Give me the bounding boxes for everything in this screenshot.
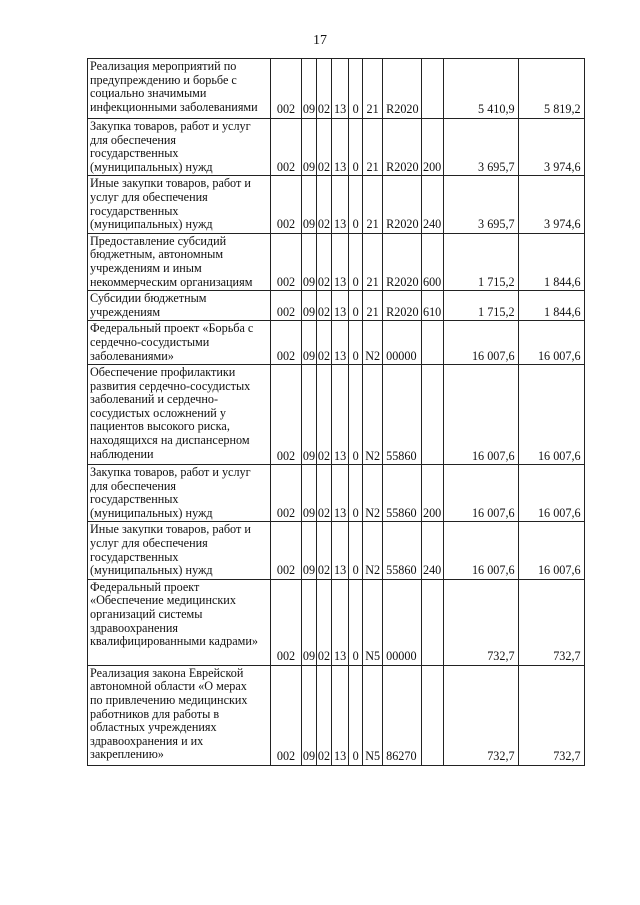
ministry-code-cell: 002	[271, 233, 302, 290]
table-row	[88, 365, 585, 465]
program-code-cell: 13	[332, 365, 349, 465]
project-code-cell: N5	[363, 579, 383, 665]
expense-name-cell: Обеспечение профилактики развития сердечно-сосудистых заболеваний и сердечно- сосудистых осложнений у пациентов высокого риска, находящихся на диспансерном наблюдении	[88, 365, 271, 465]
section-code-cell: 09	[302, 119, 317, 176]
expense-name-cell: Федеральный проект «Борьба с сердечно-сосудистыми заболеваниями»	[88, 321, 271, 365]
expense-name-cell: Федеральный проект «Обеспечение медицинских организаций системы здравоохранения квалифицированными кадрами»	[88, 579, 271, 665]
program-code-cell: 13	[332, 579, 349, 665]
ministry-code-cell: 002	[271, 321, 302, 365]
item-code-cell: R2020	[383, 233, 422, 290]
expense-type-cell: 240	[421, 522, 443, 579]
item-code-cell: 55860	[383, 465, 422, 522]
section-code-cell: 09	[302, 233, 317, 290]
subsection-code-cell: 02	[317, 321, 332, 365]
amount-year2-cell: 732,7	[518, 665, 584, 765]
expense-type-cell: 610	[421, 291, 443, 321]
ministry-code-cell: 002	[271, 119, 302, 176]
ministry-code-cell: 002	[271, 522, 302, 579]
expense-type-cell: 600	[421, 233, 443, 290]
expense-name-cell: Предоставление субсидий бюджетным, автономным учреждениям и иным некоммерческим организациям	[88, 233, 271, 290]
amount-year2-cell: 3 974,6	[518, 119, 584, 176]
project-code-cell: N5	[363, 665, 383, 765]
subprogram-code-cell: 0	[349, 233, 363, 290]
amount-year1-cell: 16 007,6	[443, 365, 518, 465]
item-code-cell: 00000	[383, 321, 422, 365]
project-code-cell: N2	[363, 522, 383, 579]
amount-year2-cell: 16 007,6	[518, 365, 584, 465]
program-code-cell: 13	[332, 119, 349, 176]
subsection-code-cell: 02	[317, 579, 332, 665]
project-code-cell: 21	[363, 59, 383, 119]
amount-year2-cell: 1 844,6	[518, 291, 584, 321]
program-code-cell: 13	[332, 59, 349, 119]
subsection-code-cell: 02	[317, 365, 332, 465]
subprogram-code-cell: 0	[349, 321, 363, 365]
ministry-code-cell: 002	[271, 365, 302, 465]
subsection-code-cell: 02	[317, 233, 332, 290]
subprogram-code-cell: 0	[349, 119, 363, 176]
amount-year1-cell: 3 695,7	[443, 176, 518, 233]
page-number: 17	[313, 33, 327, 48]
table-row	[88, 59, 585, 119]
table-row	[88, 579, 585, 665]
table-row	[88, 321, 585, 365]
amount-year2-cell: 16 007,6	[518, 321, 584, 365]
section-code-cell: 09	[302, 365, 317, 465]
program-code-cell: 13	[332, 465, 349, 522]
ministry-code-cell: 002	[271, 665, 302, 765]
amount-year2-cell: 5 819,2	[518, 59, 584, 119]
table-row	[88, 291, 585, 321]
program-code-cell: 13	[332, 522, 349, 579]
subprogram-code-cell: 0	[349, 522, 363, 579]
expense-type-cell	[421, 365, 443, 465]
expense-type-cell: 200	[421, 465, 443, 522]
item-code-cell: 00000	[383, 579, 422, 665]
program-code-cell: 13	[332, 291, 349, 321]
amount-year1-cell: 3 695,7	[443, 119, 518, 176]
subsection-code-cell: 02	[317, 665, 332, 765]
amount-year1-cell: 732,7	[443, 665, 518, 765]
expense-type-cell: 200	[421, 119, 443, 176]
table-row	[88, 119, 585, 176]
project-code-cell: N2	[363, 321, 383, 365]
expense-type-cell	[421, 579, 443, 665]
amount-year2-cell: 732,7	[518, 579, 584, 665]
program-code-cell: 13	[332, 665, 349, 765]
amount-year2-cell: 3 974,6	[518, 176, 584, 233]
item-code-cell: 55860	[383, 365, 422, 465]
item-code-cell: R2020	[383, 119, 422, 176]
table-row	[88, 522, 585, 579]
table-row	[88, 176, 585, 233]
item-code-cell: R2020	[383, 176, 422, 233]
amount-year2-cell: 16 007,6	[518, 465, 584, 522]
subsection-code-cell: 02	[317, 119, 332, 176]
table-row	[88, 233, 585, 290]
subsection-code-cell: 02	[317, 522, 332, 579]
subprogram-code-cell: 0	[349, 59, 363, 119]
section-code-cell: 09	[302, 321, 317, 365]
item-code-cell: R2020	[383, 291, 422, 321]
subprogram-code-cell: 0	[349, 365, 363, 465]
subprogram-code-cell: 0	[349, 665, 363, 765]
table-row	[88, 665, 585, 765]
ministry-code-cell: 002	[271, 176, 302, 233]
subprogram-code-cell: 0	[349, 291, 363, 321]
subsection-code-cell: 02	[317, 291, 332, 321]
item-code-cell: 55860	[383, 522, 422, 579]
amount-year1-cell: 16 007,6	[443, 522, 518, 579]
subsection-code-cell: 02	[317, 465, 332, 522]
amount-year1-cell: 1 715,2	[443, 291, 518, 321]
table-row	[88, 465, 585, 522]
expense-name-cell: Реализация мероприятий по предупреждению и борьбе с социально значимыми инфекционными заболеваниями	[88, 59, 271, 119]
amount-year2-cell: 16 007,6	[518, 522, 584, 579]
project-code-cell: 21	[363, 233, 383, 290]
expense-type-cell	[421, 321, 443, 365]
subprogram-code-cell: 0	[349, 176, 363, 233]
section-code-cell: 09	[302, 665, 317, 765]
ministry-code-cell: 002	[271, 579, 302, 665]
section-code-cell: 09	[302, 176, 317, 233]
expense-name-cell: Иные закупки товаров, работ и услуг для обеспечения государственных (муниципальных) нужд	[88, 176, 271, 233]
project-code-cell: 21	[363, 119, 383, 176]
item-code-cell: 86270	[383, 665, 422, 765]
amount-year1-cell: 732,7	[443, 579, 518, 665]
expense-name-cell: Реализация закона Еврейской автономной области «О мерах по привлечению медицинских работников для работы в областных учреждениях здравоохранения и их закреплению»	[88, 665, 271, 765]
subprogram-code-cell: 0	[349, 465, 363, 522]
section-code-cell: 09	[302, 59, 317, 119]
section-code-cell: 09	[302, 465, 317, 522]
section-code-cell: 09	[302, 522, 317, 579]
amount-year1-cell: 1 715,2	[443, 233, 518, 290]
expense-name-cell: Иные закупки товаров, работ и услуг для обеспечения государственных (муниципальных) нужд	[88, 522, 271, 579]
amount-year1-cell: 5 410,9	[443, 59, 518, 119]
expense-type-cell	[421, 665, 443, 765]
expense-name-cell: Субсидии бюджетным учреждениям	[88, 291, 271, 321]
amount-year1-cell: 16 007,6	[443, 465, 518, 522]
project-code-cell: 21	[363, 176, 383, 233]
program-code-cell: 13	[332, 321, 349, 365]
section-code-cell: 09	[302, 579, 317, 665]
amount-year2-cell: 1 844,6	[518, 233, 584, 290]
expense-type-cell: 240	[421, 176, 443, 233]
expense-name-cell: Закупка товаров, работ и услуг для обеспечения государственных (муниципальных) нужд	[88, 465, 271, 522]
ministry-code-cell: 002	[271, 465, 302, 522]
program-code-cell: 13	[332, 176, 349, 233]
expense-name-cell: Закупка товаров, работ и услуг для обеспечения государственных (муниципальных) нужд	[88, 119, 271, 176]
project-code-cell: 21	[363, 291, 383, 321]
project-code-cell: N2	[363, 465, 383, 522]
budget-table	[87, 58, 585, 766]
project-code-cell: N2	[363, 365, 383, 465]
item-code-cell: R2020	[383, 59, 422, 119]
ministry-code-cell: 002	[271, 59, 302, 119]
section-code-cell: 09	[302, 291, 317, 321]
subsection-code-cell: 02	[317, 176, 332, 233]
ministry-code-cell: 002	[271, 291, 302, 321]
expense-type-cell	[421, 59, 443, 119]
amount-year1-cell: 16 007,6	[443, 321, 518, 365]
program-code-cell: 13	[332, 233, 349, 290]
subprogram-code-cell: 0	[349, 579, 363, 665]
subsection-code-cell: 02	[317, 59, 332, 119]
